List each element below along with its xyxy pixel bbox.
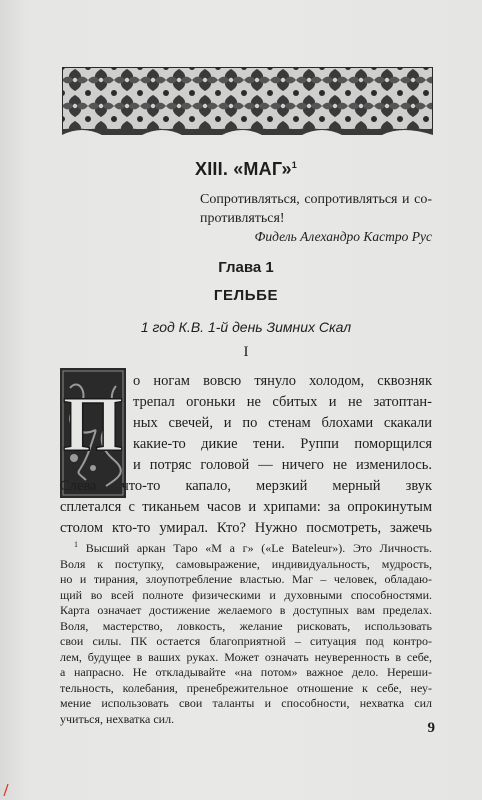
footnote-line-12: учиться, нехватка сил. — [60, 712, 175, 726]
chapter-number: Глава 1 — [218, 259, 274, 276]
footnote-line-6: Воля, мастерство, ловкость, желание рисковать, использовать — [60, 619, 432, 633]
footnote-line-4: щий во всей полноте физическими и духовными способностями. — [60, 588, 432, 602]
body-line-8: столом кто-то умирал. Кто? Нужно посмотреть, зажечь — [60, 520, 432, 536]
corner-mark-icon — [3, 784, 9, 796]
footnote-line-11: мение использовать свои таланты и способности, нехватка сил — [60, 696, 432, 710]
footnote-line-3: но и тирания, злоупотребление властью. Маг – человек, обладаю- — [60, 572, 432, 586]
body-line-4: какие-то дикие тени. Руппи поморщился — [133, 436, 432, 452]
footnote-line-9: а напрасно. Не откладывайте «на потом» важное дело. Нереши- — [60, 665, 432, 679]
body-line-2: трепал огоньки не сбитых и не затоптан- — [133, 394, 432, 410]
footnote-line-5: Карта означает достижение желаемого в доступных вам пределах. — [60, 603, 432, 617]
footnote-line-1: $^1$ Высший аркан Таро «М а г» («Le Bateleur»). Это Личность. — [74, 541, 432, 555]
footnote-line-10: тельность, колебания, пренебрежительное отношение к себе, неу- — [60, 681, 432, 695]
page-number: 9 — [427, 720, 435, 736]
date-line: 1 год К.В. 1-й день Зимних Скал — [140, 319, 352, 335]
footnote-line-8: лем, будущее в ваших руках. Может означать неуверенность в себе, — [60, 650, 432, 664]
decorative-header-ornament — [62, 67, 433, 135]
chapter-title: XIII. «МАГ»$^1$ — [195, 159, 297, 179]
body-line-1: о ногам вовсю тянуло холодом, сквозняк — [133, 373, 432, 389]
epigraph-text: Сопротивляться, сопротивляться и со-противляться! — [200, 192, 432, 226]
section-numeral: I — [243, 344, 249, 360]
body-line-5: и потряс головой — ничего не изменилось. — [133, 457, 432, 473]
footnote-line-7: свои силы. ПК остается благоприятной – ситуация под контро- — [60, 634, 432, 648]
body-line-6: Слева что-то капало, мерзкий мерный звук — [60, 478, 432, 494]
epigraph-author: Фидель Алехандро Кастро Рус — [254, 229, 432, 244]
title-footnote-marker: 1 — [291, 160, 297, 170]
body-line-7: сплетался с тиканьем часов и хрипами: за опрокинутым — [60, 499, 432, 515]
footnote-marker: 1 — [74, 541, 78, 549]
footnote-line-2: Воля к поступку, самовыражение, индивидуальность, мудрость, — [60, 557, 432, 571]
svg-text:П: П — [62, 380, 124, 467]
body-line-3: ных свечей, и по стенам блохами скакали — [133, 415, 432, 431]
chapter-name: ГЕЛЬБЕ — [213, 287, 279, 304]
